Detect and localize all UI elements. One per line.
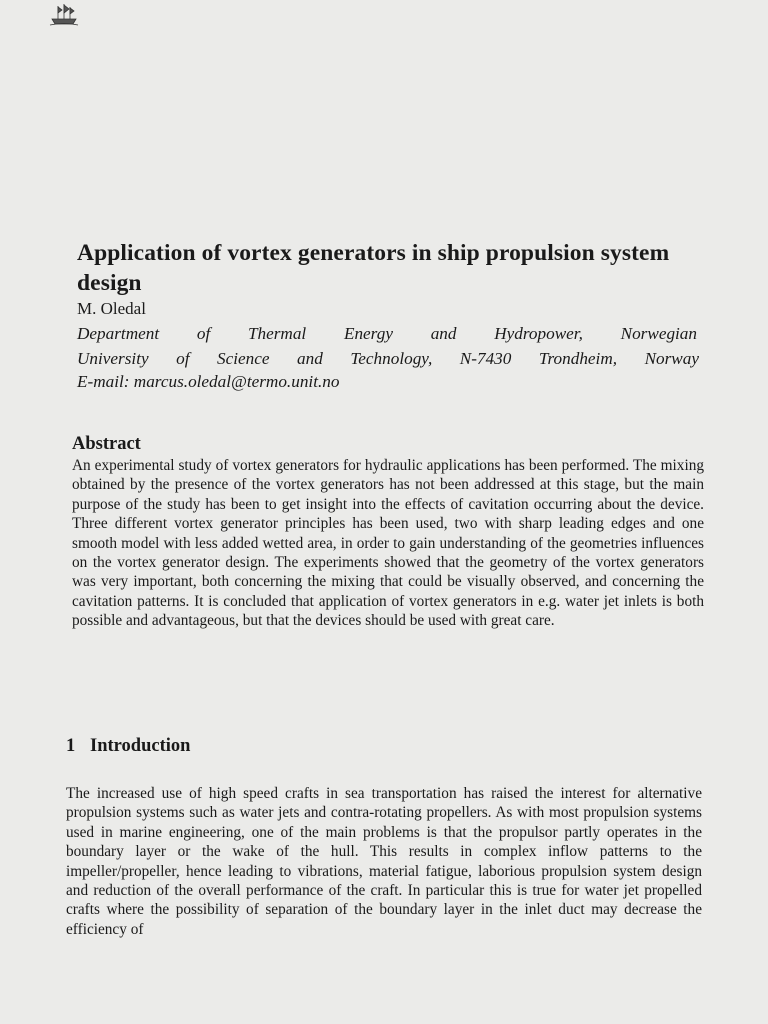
abstract-heading: Abstract	[72, 434, 141, 454]
introduction-heading	[66, 734, 702, 758]
paper-title: Application of vortex generators in ship propulsion system design	[77, 240, 670, 296]
author-name: M. Oledal	[77, 299, 146, 318]
abstract-section	[72, 432, 704, 631]
abstract-text: An experimental study of vortex generators for hydraulic applications has been performed. The mixing obtained by the presence of the vortex generators has not been addressed at this stage, but the main purpose of the study has been to get insight into the effects of cavitation occurring about the device. Three different vortex generator principles has been used, two with sharp leading edges and one smooth model with less added wetted area, in order to gain understanding of the geometries influences on the vortex generator design. The experiments showed that the geometry of the vortex generators was very important, both concerning the mixing that could be visually observed, and concerning the cavitation patterns. It is concluded that application of vortex generators in e.g. water jet inlets is both possible and advantageous, but that the devices should be used with great care.	[72, 457, 704, 630]
introduction-text: The increased use of high speed crafts in sea transportation has raised the interest for alternative propulsion systems such as water jets and contra-rotating propellers. As with most propulsion systems used in marine engineering, one of the main problems is that the propulsor partly operates in the boundary layer or the wake of the hull. This results in complex inflow patterns to the impeller/propeller, hence leading to vibrations, material fatigue, laborious propulsion system design and reduction of the overall performance of the craft. In particular this is true for water jet propelled crafts where the possibility of separation of the boundary layer in the inlet duct may decrease the efficiency of	[66, 785, 702, 938]
affiliation-line-1: Department of Thermal Energy and Hydropower, Norwegian	[77, 324, 697, 343]
introduction-heading-text: Introduction	[90, 736, 191, 756]
paper-header	[77, 238, 717, 393]
affiliation-line-2: University of Science and Technology, N-7430 Trondheim, Norway	[77, 349, 699, 368]
author-email: E-mail: marcus.oledal@termo.unit.no	[77, 372, 340, 391]
ship-logo-icon	[46, 2, 82, 26]
introduction-section	[66, 734, 702, 939]
section-number: 1	[66, 736, 76, 756]
